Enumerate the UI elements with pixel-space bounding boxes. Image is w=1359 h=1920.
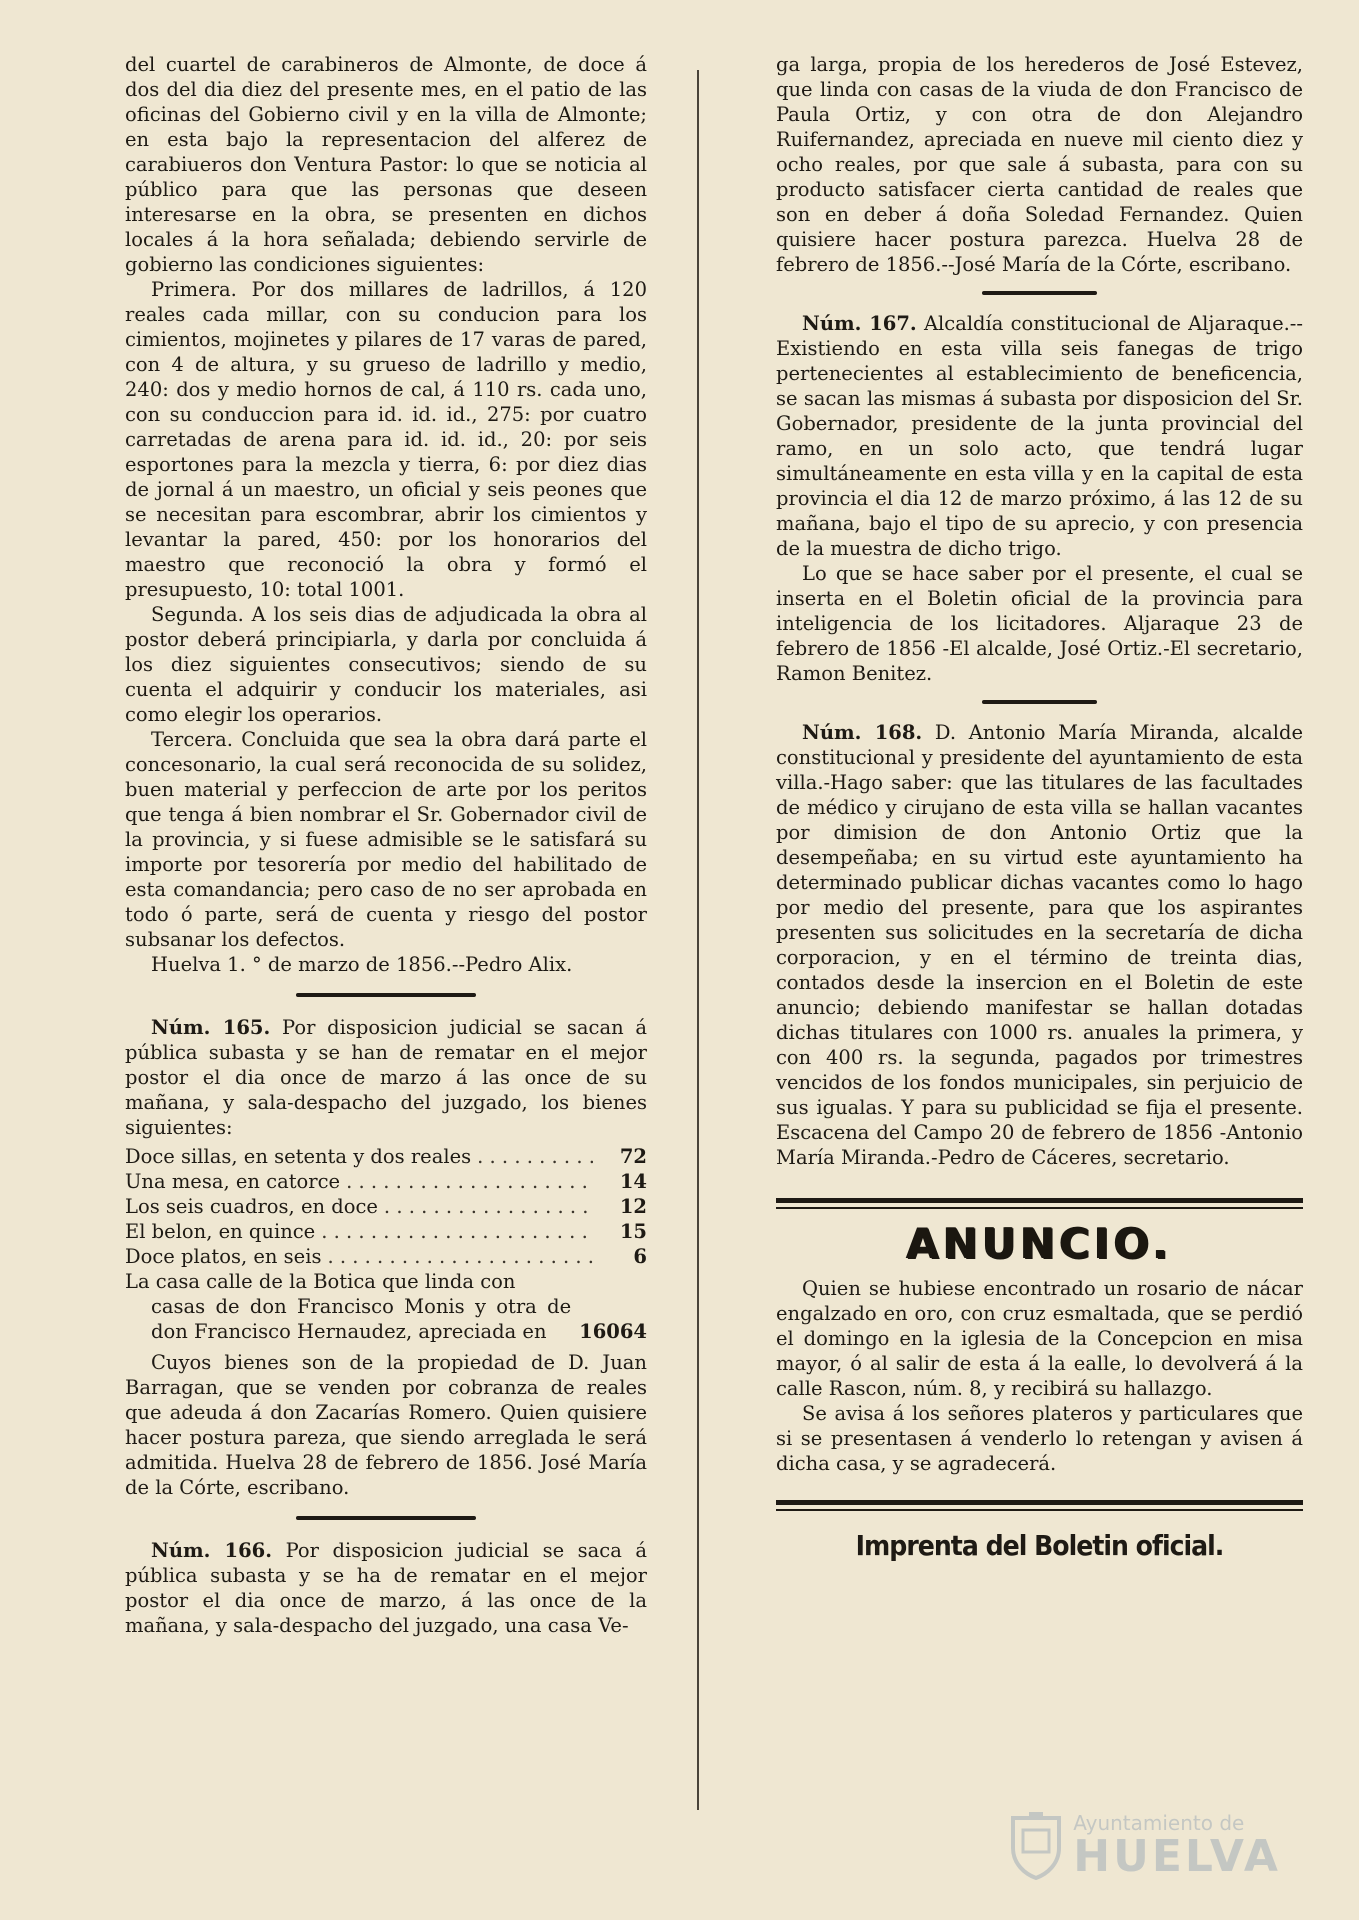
item-label: El belon, en quince	[125, 1220, 316, 1243]
section-separator	[982, 700, 1097, 704]
auction-items-list	[125, 1144, 647, 1344]
bottom-double-rule	[776, 1500, 1303, 1511]
notice-166-continuation: ga larga, propia de los herederos de José Estevez, que linda con casas de la viuda de don Francisco de Paula Ortiz, y con otra de don Alejandro Ruifernandez, apreciada en nueve mil ciento diez y ocho reales, por que sale á subasta, para con su producto satisfacer cierta cantidad de reales que son en deber á doña Soledad Fernandez. Quien quisiere hacer postura parezca. Huelva 28 de febrero de 1856.--José María de la Córte, escribano.	[776, 53, 1303, 276]
item-label: La casa calle de la Botica que linda con	[125, 1270, 516, 1293]
archive-watermark	[1007, 1810, 1281, 1880]
condition-primera: Primera. Por dos millares de ladrillos, á 120 reales cada millar, con su conducion para los cimientos, mojinetes y pilares de 17 varas de pared, con 4 de altura, y su grueso de ladrillo y medio, 240: dos y medio hornos de cal, á 110 rs. cada uno, con su conduccion para id. id. id., 275: por cuatro carretadas de arena para id. id. id., 20: por seis esportones para la mezcla y tierra, 6: por diez dias de jornal á un maestro, un oficial y seis peones que se necesitan para escombrar, abrir los cimientos y levantar la pared, 450: por los honorarios del maestro que reconoció la obra y formó el presupuesto, 10: total 1001.	[125, 278, 647, 601]
auction-item	[125, 1169, 647, 1194]
notice-body: Por disposicion judicial se saca á pública subasta y se ha de rematar en el mejor postor el dia once de marzo, á las once de la mañana, y sala-despacho del juzgado, una casa Ve-	[125, 1539, 647, 1637]
notice-167-part2: Lo que se hace saber por el presente, el cual se inserta en el Boletin oficial de la provincia para inteligencia de los licitadores. Aljaraque 23 de febrero de 1856 -El alcalde, José Ortiz.-El secretario, Ramon Benitez.	[776, 562, 1303, 685]
notice-body: D. Antonio María Miranda, alcalde constitucional y presidente del ayuntamiento de esta villa.-Hago saber: que las titulares de las facultades de médico y cirujano de esta villa se hallan vacantes por dimision de don Antonio Ortiz que la desempeñaba; en su virtud este ayuntamiento ha determinado publicar dichas vacantes como lo hago por medio del presente, para que los aspirantes presenten sus solicitudes en la secretaría de dicha corporacion, y en el término de treinta dias, contados desde la insercion en el Boletin de este anuncio; debiendo manifestar se hallan dotadas dichas titulares con 1000 rs. anuales la primera, y con 400 rs. la segunda, pagados por trimestres vencidos de los fondos municipales, sin perjuicio de sus igualas. Y para su publicidad se fija el presente. Escacena del Campo 20 de febrero de 1856 -Antonio María Miranda.-Pedro de Cáceres, secretario.	[776, 721, 1303, 1169]
auction-item-house	[125, 1269, 647, 1344]
item-value: 15	[619, 1220, 647, 1243]
imprint-line: Imprenta del Boletin oficial.	[855, 1529, 1224, 1562]
watermark-line-1: Ayuntamiento de	[1073, 1811, 1245, 1835]
left-column	[125, 52, 647, 1638]
auction-item	[125, 1194, 647, 1219]
column-divider	[697, 70, 699, 1810]
auction-item	[125, 1219, 647, 1244]
section-separator	[296, 1516, 476, 1520]
condition-tercera: Tercera. Concluida que sea la obra dará parte el concesonario, la cual será reconocida de su solidez, buen material y perfeccion de arte por los peritos que tenga á bien nombrar el Sr. Gobernador civil de la provincia, y si fuese admisible se le satisfará su importe por tesorería por medio del habilitado de esta comandancia; pero caso de no ser aprobada en todo ó parte, será de cuenta y riesgo del postor subsanar los defectos.	[125, 728, 647, 951]
notice-167	[776, 311, 1303, 561]
anuncio-heading: ANUNCIO.	[906, 1219, 1173, 1268]
notice-number: Núm. 167.	[802, 312, 917, 335]
notice-166	[125, 1538, 647, 1638]
section-separator	[982, 291, 1097, 295]
right-column	[776, 52, 1303, 1562]
notice-165	[125, 1015, 647, 1140]
signature-line: Huelva 1. ° de marzo de 1856.--Pedro Alix.	[151, 953, 573, 976]
anuncio-paragraph-2: Se avisa á los señores plateros y particulares que si se presentasen á venderlo lo retengan y avisen á dicha casa, y se agradecerá.	[776, 1402, 1303, 1475]
anuncio-paragraph-1: Quien se hubiese encontrado un rosario de nácar engalzado en oro, con cruz esmaltada, que se perdió el domingo en la iglesia de la Concepcion en misa mayor, ó al salir de esta á la ealle, lo devolverá á la calle Rascon, núm. 8, y recibirá su hallazgo.	[776, 1277, 1303, 1400]
item-label: Doce sillas, en setenta y dos reales	[125, 1145, 472, 1168]
notice-body: Por disposicion judicial se sacan á pública subasta y se han de rematar en el mejor postor el dia once de marzo á las once de su mañana, y sala-despacho del juzgado, los bienes siguientes:	[125, 1016, 647, 1139]
item-value: 72	[619, 1145, 647, 1168]
section-double-rule	[776, 1198, 1303, 1209]
item-value: 12	[619, 1195, 647, 1218]
continuation-text: del cuartel de carabineros de Almonte, de doce á dos del dia diez del presente mes, en el patio de las oficinas del Gobierno civil y en la villa de Almonte; en esta bajo la representacion del alferez de carabiueros don Ventura Pastor: lo que se noticia al público para que las personas que deseen interesarse en la obra, se presenten en dichos locales á la hora señalada; debiendo servirle de gobierno las condiciones siguientes:	[125, 53, 647, 276]
item-label: Una mesa, en catorce	[125, 1170, 341, 1193]
notice-168	[776, 720, 1303, 1170]
item-value: 6	[633, 1245, 647, 1268]
notice-number: Núm. 165.	[151, 1016, 271, 1039]
item-label: Los seis cuadros, en doce	[125, 1195, 378, 1218]
coat-of-arms-icon	[1007, 1810, 1065, 1880]
item-label-cont: casas de don Francisco Monis y otra de don Francisco Hernaudez, apreciada en	[151, 1295, 572, 1343]
notice-number: Núm. 168.	[802, 721, 923, 744]
auction-item	[125, 1144, 647, 1169]
item-value: 16064	[579, 1320, 647, 1343]
condition-segunda: Segunda. A los seis dias de adjudicada la obra al postor deberá principiarla, y darla por concluida á los diez siguientes consecutivos; siendo de su cuenta el adquirir y conducir los materiales, asi como elegir los operarios.	[125, 603, 647, 726]
notice-165-closing: Cuyos bienes son de la propiedad de D. Juan Barragan, que se venden por cobranza de reales que adeuda á don Zacarías Romero. Quien quisiere hacer postura pareza, que siendo arreglada le será admitida. Huelva 28 de febrero de 1856. José María de la Córte, escribano.	[125, 1351, 647, 1499]
notice-number: Núm. 166.	[151, 1539, 273, 1562]
item-value: 14	[619, 1170, 647, 1193]
section-separator	[296, 993, 476, 997]
auction-item	[125, 1244, 647, 1269]
notice-body: Alcaldía constitucional de Aljaraque.--Existiendo en esta villa seis fanegas de trigo pertenecientes al establecimiento de beneficencia, se sacan las mismas á subasta por disposicion del Sr. Gobernador, presidente de la junta provincial del ramo, en un solo acto, que tendrá lugar simultáneamente en esta villa y en la capital de esta provincia el dia 12 de marzo próximo, á las 12 de su mañana, bajo el tipo de su aprecio, y con presencia de la muestra de dicho trigo.	[776, 312, 1303, 560]
item-label: Doce platos, en seis	[125, 1245, 322, 1268]
watermark-line-2: HUELVA	[1073, 1831, 1281, 1882]
